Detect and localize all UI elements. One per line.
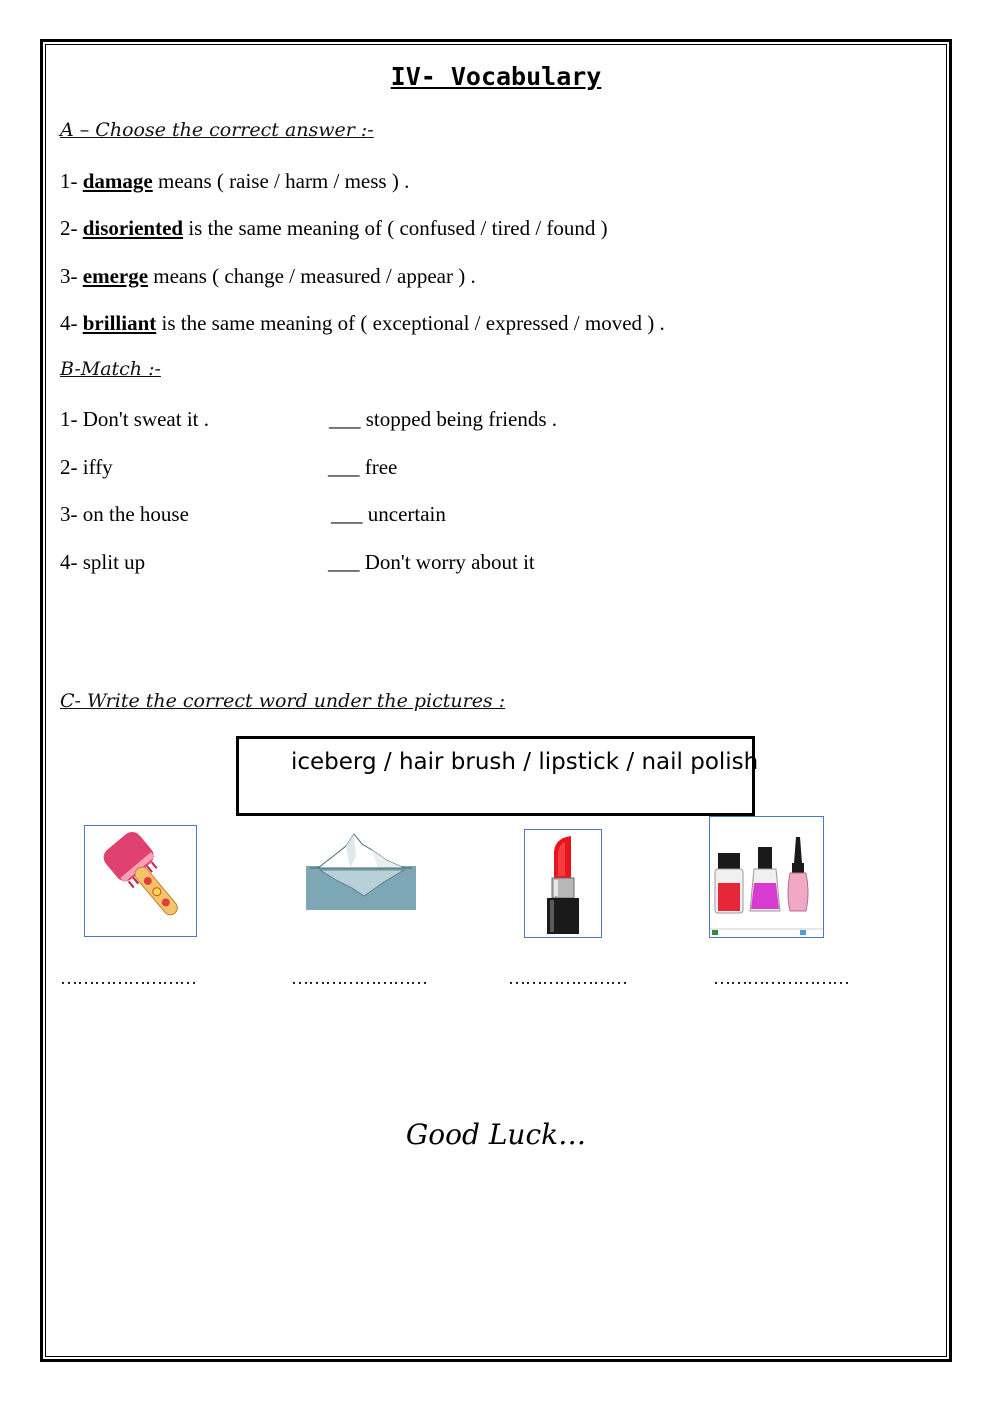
match-right-3: ___ uncertain xyxy=(331,502,446,526)
iceberg-picture xyxy=(306,830,416,910)
match-right-2: ___ free xyxy=(328,455,398,479)
match-right-1: ___ stopped being friends . xyxy=(329,407,558,431)
match-right-4: ___ Don't worry about it xyxy=(328,550,535,574)
hair-brush-icon xyxy=(85,826,196,936)
word-bank: iceberg / hair brush / lipstick / nail polish xyxy=(291,749,759,775)
nail-polish-picture xyxy=(709,816,824,938)
section-b-heading: B-Match :- xyxy=(60,358,161,380)
match-left-4: 4- split up xyxy=(60,550,146,574)
page-title: IV- Vocabulary xyxy=(390,62,602,91)
blank-line-2[interactable]: …………………… xyxy=(291,968,427,988)
match-left-1: 1- Don't sweat it . xyxy=(60,407,210,431)
nail-polish-icon xyxy=(710,817,823,937)
question-3: 3- emerge means ( change / measured / appear ) . xyxy=(60,264,476,288)
section-a-heading: A – Choose the correct answer :- xyxy=(60,119,374,141)
match-left-2: 2- iffy xyxy=(60,455,113,479)
word-bank-box xyxy=(236,736,759,816)
lipstick-picture xyxy=(524,829,602,938)
iceberg-icon xyxy=(306,830,416,910)
blank-line-4[interactable]: …………………… xyxy=(713,968,849,988)
hair-brush-picture xyxy=(84,825,197,937)
question-1: 1- damage means ( raise / harm / mess ) . xyxy=(60,169,410,193)
section-c-heading: C- Write the correct word under the pictures : xyxy=(60,690,506,712)
lipstick-icon xyxy=(525,830,601,937)
match-left-3: 3- on the house xyxy=(60,502,189,526)
blank-line-3[interactable]: ………………… xyxy=(508,968,627,988)
question-2: 2- disoriented is the same meaning of ( confused / tired / found ) xyxy=(60,216,608,240)
good-luck-footer: Good Luck… xyxy=(405,1118,587,1151)
blank-line-1[interactable]: …………………… xyxy=(60,968,196,988)
question-4: 4- brilliant is the same meaning of ( exceptional / expressed / moved ) . xyxy=(60,311,665,335)
